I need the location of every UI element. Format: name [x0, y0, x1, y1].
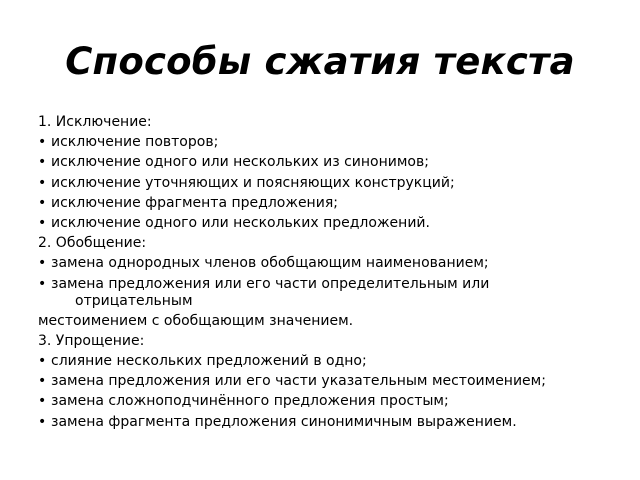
- bullet-icon: •: [38, 174, 47, 191]
- list-item-text: исключение одного или нескольких из синонимов;: [51, 154, 429, 171]
- section-heading-exclusion: 1. Исключение:: [38, 114, 152, 130]
- bullet-icon: •: [38, 134, 47, 151]
- bullet-icon: •: [38, 214, 47, 231]
- slide-content: [38, 114, 608, 434]
- list-item-text-wrap: отрицательным: [75, 292, 193, 309]
- list-item: [38, 195, 608, 212]
- list-item-text: замена сложноподчинённого предложения простым;: [51, 393, 449, 410]
- list-item-text: исключение повторов;: [51, 134, 219, 151]
- list-item-text: исключение фрагмента предложения;: [51, 194, 338, 211]
- bullet-icon: •: [38, 393, 47, 410]
- list-item: [38, 134, 608, 151]
- list-item: [38, 353, 608, 370]
- list-item-text: замена однородных членов обобщающим наименованием;: [51, 255, 489, 272]
- slide-title: Способы сжатия текста: [65, 40, 575, 83]
- list-item: [38, 175, 608, 192]
- bullet-icon: •: [38, 373, 47, 390]
- list-item: [38, 414, 608, 431]
- list-item-text: замена фрагмента предложения синонимичным выражением.: [51, 413, 517, 430]
- list-item-continuation: местоимением с обобщающим значением.: [38, 312, 354, 329]
- list-item: [38, 154, 608, 171]
- list-item: [38, 373, 608, 390]
- section-heading-simplification: 3. Упрощение:: [38, 332, 145, 349]
- list-item-text: исключение уточняющих и поясняющих конструкций;: [51, 174, 455, 191]
- list-item-text: [51, 276, 608, 310]
- bullet-icon: •: [38, 275, 47, 292]
- section-heading-generalization: 2. Обобщение:: [38, 235, 147, 252]
- list-item-text: исключение одного или нескольких предложений.: [51, 214, 430, 231]
- list-item-text: слияние нескольких предложений в одно;: [51, 353, 367, 370]
- list-item-text-line: замена предложения или его части определительным или: [51, 275, 490, 292]
- bullet-icon: •: [38, 194, 47, 211]
- bullet-icon: •: [38, 255, 47, 272]
- bullet-icon: •: [38, 353, 47, 370]
- bullet-icon: •: [38, 413, 47, 430]
- bullet-icon: •: [38, 154, 47, 171]
- list-item: [38, 393, 608, 410]
- list-item: [38, 215, 608, 232]
- list-item: [38, 276, 608, 310]
- list-item: [38, 255, 608, 272]
- list-item-text: замена предложения или его части указательным местоимением;: [51, 373, 546, 390]
